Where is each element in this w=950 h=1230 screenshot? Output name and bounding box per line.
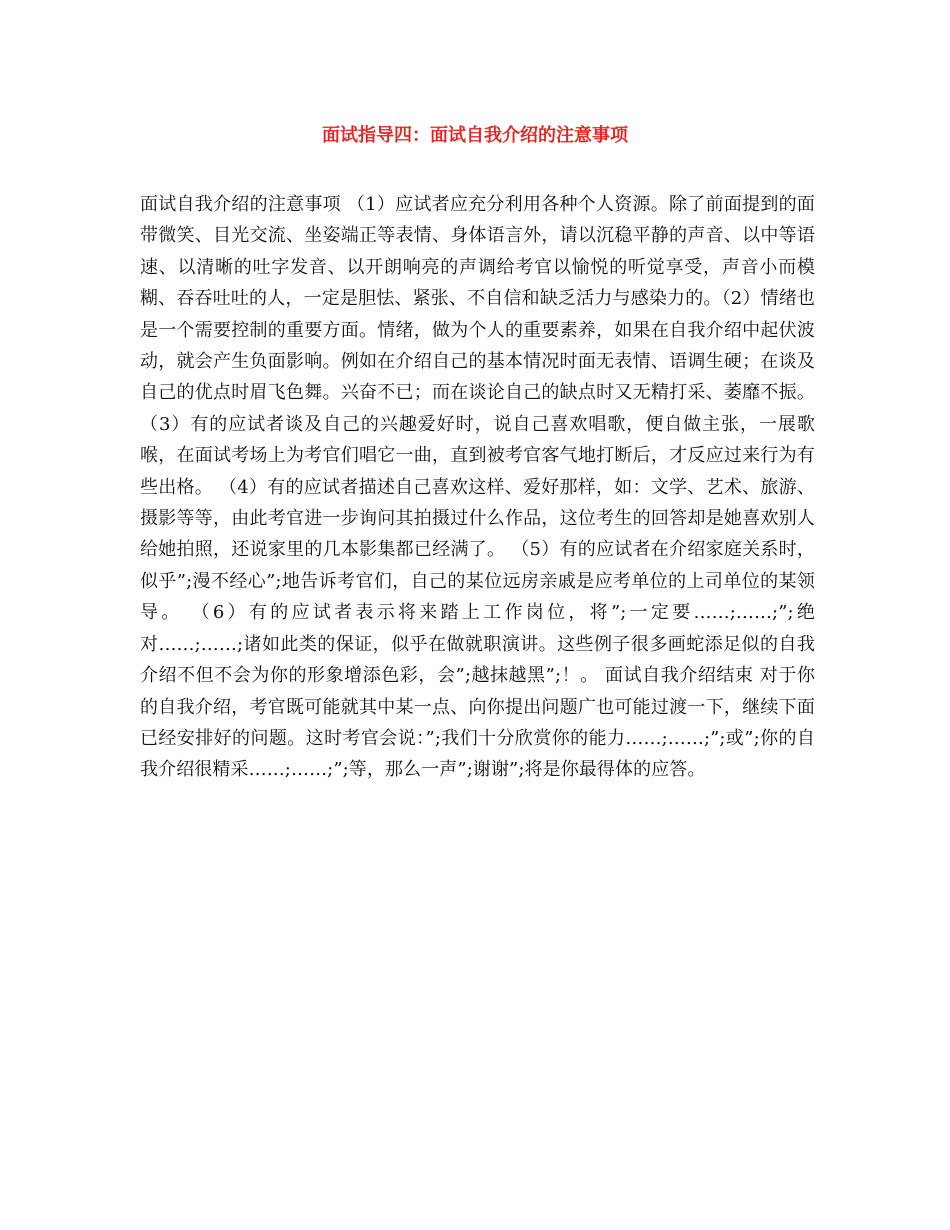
document-title: 面试指导四：面试自我介绍的注意事项 xyxy=(322,125,628,146)
document-body: 面试自我介绍的注意事项 （1）应试者应充分利用各种个人资源。除了前面提到的面带微笑、目光交流、坐姿端正等表情、身体语言外，请以沉稳平静的声音、以中等语速、以清晰的吐字发音、以开朗响亮的声调给考官以愉悦的听觉享受，声音小而模糊、吞吞吐吐的人，一定是胆怯、紧张、不自信和缺乏活力与感染力的。（2）情绪也是一个需要控制的重要方面。情绪，做为个人的重要素养，如果在自我介绍中起伏波动，就会产生负面影响。例如在介绍自己的基本情况时面无表情、语调生硬；在谈及自己的优点时眉飞色舞。兴奋不已；而在谈论自己的缺点时又无精打采、萎靡不振。 （3）有的应试者谈及自己的兴趣爱好时，说自己喜欢唱歌，便自做主张，一展歌喉，在面试考场上为考官们唱它一曲，直到被考官客气地打断后，才反应过来行为有些出格。 （4）有的应试者描述自己喜欢这样、爱好那样，如：文学、艺术、旅游、摄影等等，由此考官进一步询问其拍摄过什么作品，这位考生的回答却是她喜欢别人给她拍照，还说家里的几本影集都已经满了。 （5）有的应试者在介绍家庭关系时，似乎”;漫不经心”;地告诉考官们，自己的某位远房亲戚是应考单位的上司单位的某领导。 （6）有的应试者表示将来踏上工作岗位，将”;一定要……;……;”;绝对……;……;诸如此类的保证，似乎在做就职演讲。这些例子很多画蛇添足似的自我介绍不但不会为你的形象增添色彩，会”;越抹越黑”;！。 面试自我介绍结束 对于你的自我介绍，考官既可能就其中某一点、向你提出问题广也可能过渡一下，继续下面已经安排好的问题。这时考官会说：”;我们十分欣赏你的能力……;……;”;或”;你的自我介绍很精采……;……;”;等，那么一声”;谢谢”;将是你最得体的应答。 xyxy=(140,194,815,781)
